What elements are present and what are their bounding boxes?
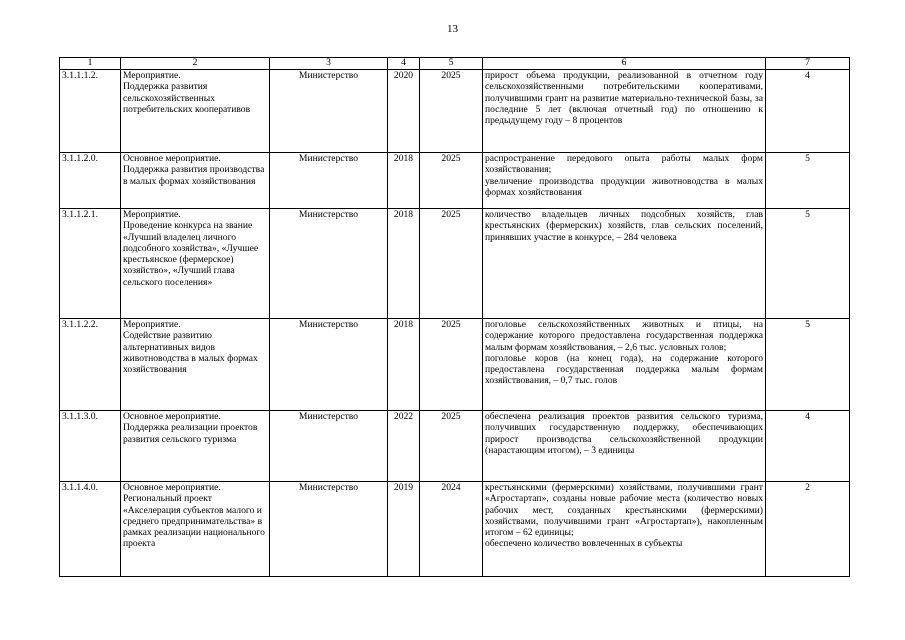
row-number: 3.1.1.3.0. (60, 411, 121, 482)
header-row (60, 58, 850, 70)
executor: Министерство (270, 411, 388, 482)
start-year: 2019 (388, 482, 420, 577)
expected-result: количество владельцев личных подсобных хозяйств, глав крестьянских (фермерских) хозяйств, глав сельских поселений, принявших участие в конкурсе, – 284 человека (483, 209, 766, 319)
target-indicator: 5 (766, 319, 850, 411)
row-number: 3.1.1.4.0. (60, 482, 121, 577)
activity-name: Мероприятие. Проведение конкурса на звание «Лучший владелец личного подсобного хозяйства», «Лучшее крестьянское (фермерское) хозяйство», «Лучший глава сельского поселения» (121, 209, 270, 319)
end-year: 2025 (420, 209, 483, 319)
program-activities-table (59, 57, 850, 577)
activity-name: Мероприятие. Содействие развитию альтернативных видов животноводства в малых формах хозяйствования (121, 319, 270, 411)
end-year: 2025 (420, 319, 483, 411)
executor: Министерство (270, 482, 388, 577)
executor: Министерство (270, 209, 388, 319)
executor: Министерство (270, 153, 388, 209)
target-indicator: 5 (766, 209, 850, 319)
executor: Министерство (270, 319, 388, 411)
expected-result: прирост объема продукции, реализованной в отчетном году сельскохозяйственными потребительскими кооперативами, получившими грант на развитие материально-технической базы, за последние 5 лет (включая отчетный год) по отношению к предыдущему году – 8 процентов (483, 70, 766, 153)
end-year: 2025 (420, 411, 483, 482)
row-number: 3.1.1.2.0. (60, 153, 121, 209)
table-row (60, 319, 850, 411)
target-indicator: 5 (766, 153, 850, 209)
column-header-1: 1 (60, 58, 121, 70)
start-year: 2018 (388, 153, 420, 209)
start-year: 2018 (388, 209, 420, 319)
table-row (60, 70, 850, 153)
end-year: 2025 (420, 153, 483, 209)
table-row (60, 209, 850, 319)
column-header-2: 2 (121, 58, 270, 70)
start-year: 2020 (388, 70, 420, 153)
target-indicator: 4 (766, 411, 850, 482)
activity-name: Основное мероприятие. Поддержка реализации проектов развития сельского туризма (121, 411, 270, 482)
column-header-7: 7 (766, 58, 850, 70)
expected-result: обеспечена реализация проектов развития сельского туризма, получивших государственную поддержку, обеспечивающих прирост производства сельскохозяйственной продукции (нарастающим итогом), – 3 единицы (483, 411, 766, 482)
start-year: 2018 (388, 319, 420, 411)
column-header-5: 5 (420, 58, 483, 70)
row-number: 3.1.1.1.2. (60, 70, 121, 153)
end-year: 2025 (420, 70, 483, 153)
row-number: 3.1.1.2.2. (60, 319, 121, 411)
column-header-3: 3 (270, 58, 388, 70)
expected-result: крестьянскими (фермерскими) хозяйствами, получившими грант «Агростартап», созданы новые рабочие места (количество новых рабочих мест, созданных крестьянскими (фермерскими) хозяйствами, получившими грант «Агростартап»), накопленным итогом – 62 единицы; обеспечено количество вовлеченных в субъекты (483, 482, 766, 577)
table-row (60, 411, 850, 482)
target-indicator: 4 (766, 70, 850, 153)
target-indicator: 2 (766, 482, 850, 577)
column-header-6: 6 (483, 58, 766, 70)
end-year: 2024 (420, 482, 483, 577)
expected-result: распространение передового опыта работы малых форм хозяйствования; увеличение производства продукции животноводства в малых формах хозяйствования (483, 153, 766, 209)
page-number: 13 (447, 23, 458, 35)
table-row (60, 482, 850, 577)
expected-result: поголовье сельскохозяйственных животных и птицы, на содержание которого предоставлена государственная поддержка малым формам хозяйствования, – 2,6 тыс. условных голов; поголовье коров (на конец года), на содержание которого предоставлена государственная поддержка малым формам хозяйствования, – 0,7 тыс. голов (483, 319, 766, 411)
executor: Министерство (270, 70, 388, 153)
table-row (60, 153, 850, 209)
column-header-4: 4 (388, 58, 420, 70)
activity-name: Мероприятие. Поддержка развития сельскохозяйственных потребительских кооперативов (121, 70, 270, 153)
activity-name: Основное мероприятие. Поддержка развития производства в малых формах хозяйствования (121, 153, 270, 209)
row-number: 3.1.1.2.1. (60, 209, 121, 319)
activity-name: Основное мероприятие. Региональный проект «Акселерация субъектов малого и среднего предпринимательства» в рамках реализации национального проекта (121, 482, 270, 577)
start-year: 2022 (388, 411, 420, 482)
